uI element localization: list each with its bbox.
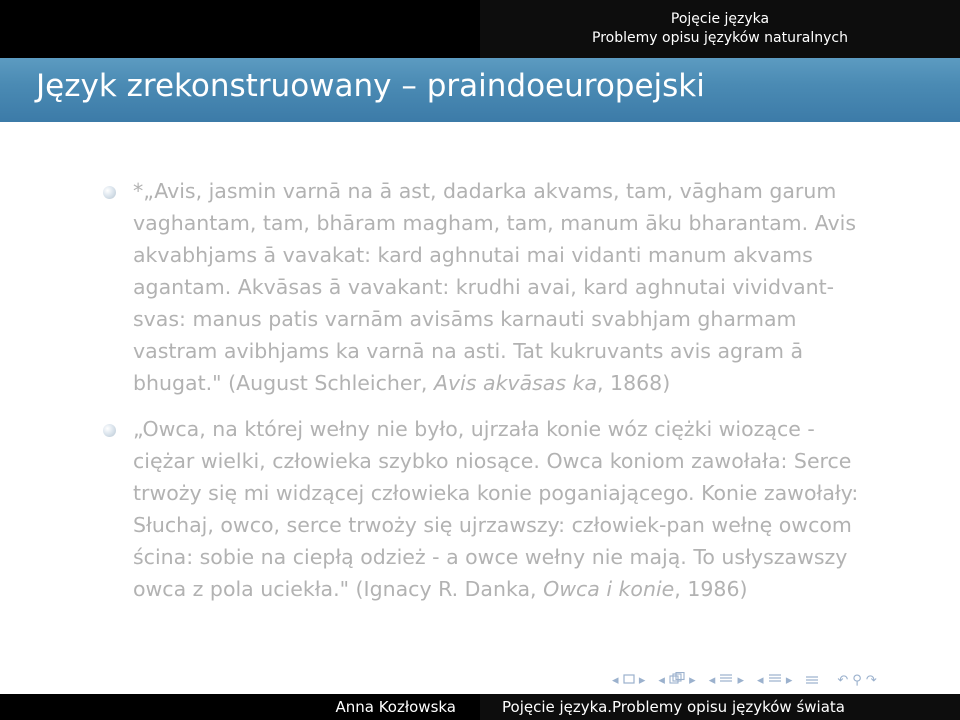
bullet-icon [103,424,116,437]
subsection-icon[interactable] [669,672,685,684]
item-citation-tail: , 1986) [674,577,748,601]
nav-right-arrow-icon[interactable]: ▸ [785,673,793,688]
frame-icon[interactable] [623,674,635,684]
bullet-icon [103,186,116,199]
footer-title: Pojęcie języka.Problemy opisu języków świata [480,694,960,720]
nav-left-arrow-icon[interactable]: ◂ [658,673,665,688]
nav-left-arrow-icon[interactable]: ◂ [612,672,619,688]
section-icon[interactable] [719,672,733,684]
item-citation-title: Owca i konie [543,577,675,601]
footline [0,694,960,720]
item-body: „Owca, na której wełny nie było, ujrzała konie wóz ciężki wiozące - ciężar wielki, człowieka szybko niosące. Owca koniom zawołała: Serce trwoży się mi widzącej człowieka konie poganiającego. Konie zawołały: Słuchaj, owco, serce trwoży się ujrzawszy: człowiek-pan wełnę owcom ścina: sobie na ciepłą odzież - a owce wełny nie mają. To usłyszawszy owca z pola uciekła." (Ignacy R. Danka, [133,417,859,601]
headline-left [0,0,480,58]
item-text [133,413,873,605]
frame-title: Język zrekonstruowany – praindoeuropejski [36,68,705,104]
slide-content [0,122,960,662]
search-icon[interactable]: ⚲ [852,672,862,688]
navigation-bar [612,666,952,694]
nav-left-arrow-icon[interactable]: ◂ [757,673,764,688]
nav-left-arrow-icon[interactable]: ◂ [708,673,716,688]
header-title: Pojęcie języka [670,11,770,27]
undo-icon[interactable]: ↶ [837,672,849,688]
section-icon[interactable] [768,672,782,684]
frame-title-bar [0,58,960,122]
item-text [133,175,873,399]
nav-right-arrow-icon[interactable]: ▸ [638,672,646,688]
item-body: *„Avis, jasmin varnā na ā ast, dadarka akvams, tam, vāgham garum vaghantam, tam, bhāram magham, tam, manum āku bharantam. Avis akvabhjams ā vavakat: kard aghnutai mai vidanti manum akvams agantam. Akvāsas ā vavakant: krudhi avai, kard aghnutai vividvant-svas: manus patis varnām avisāms karnauti svabhjam gharmam vastram avibhjams ka varnā na asti. Tat kukruvants avis agram ā bhugat." (August Schleicher, [133,179,857,395]
zoom-icon[interactable]: ↷ [865,672,877,688]
align-icon[interactable] [805,674,819,686]
header-subtitle: Problemy opisu języków naturalnych [592,30,848,46]
item-citation-title: Avis akvāsas ka [433,371,598,395]
item-citation-tail: , 1868) [597,371,671,395]
headline-bar [0,0,960,58]
nav-right-arrow-icon[interactable]: ▸ [737,673,745,688]
headline-right [480,0,960,58]
nav-right-arrow-icon[interactable]: ▸ [689,673,696,688]
footer-author: Anna Kozłowska [0,694,480,720]
